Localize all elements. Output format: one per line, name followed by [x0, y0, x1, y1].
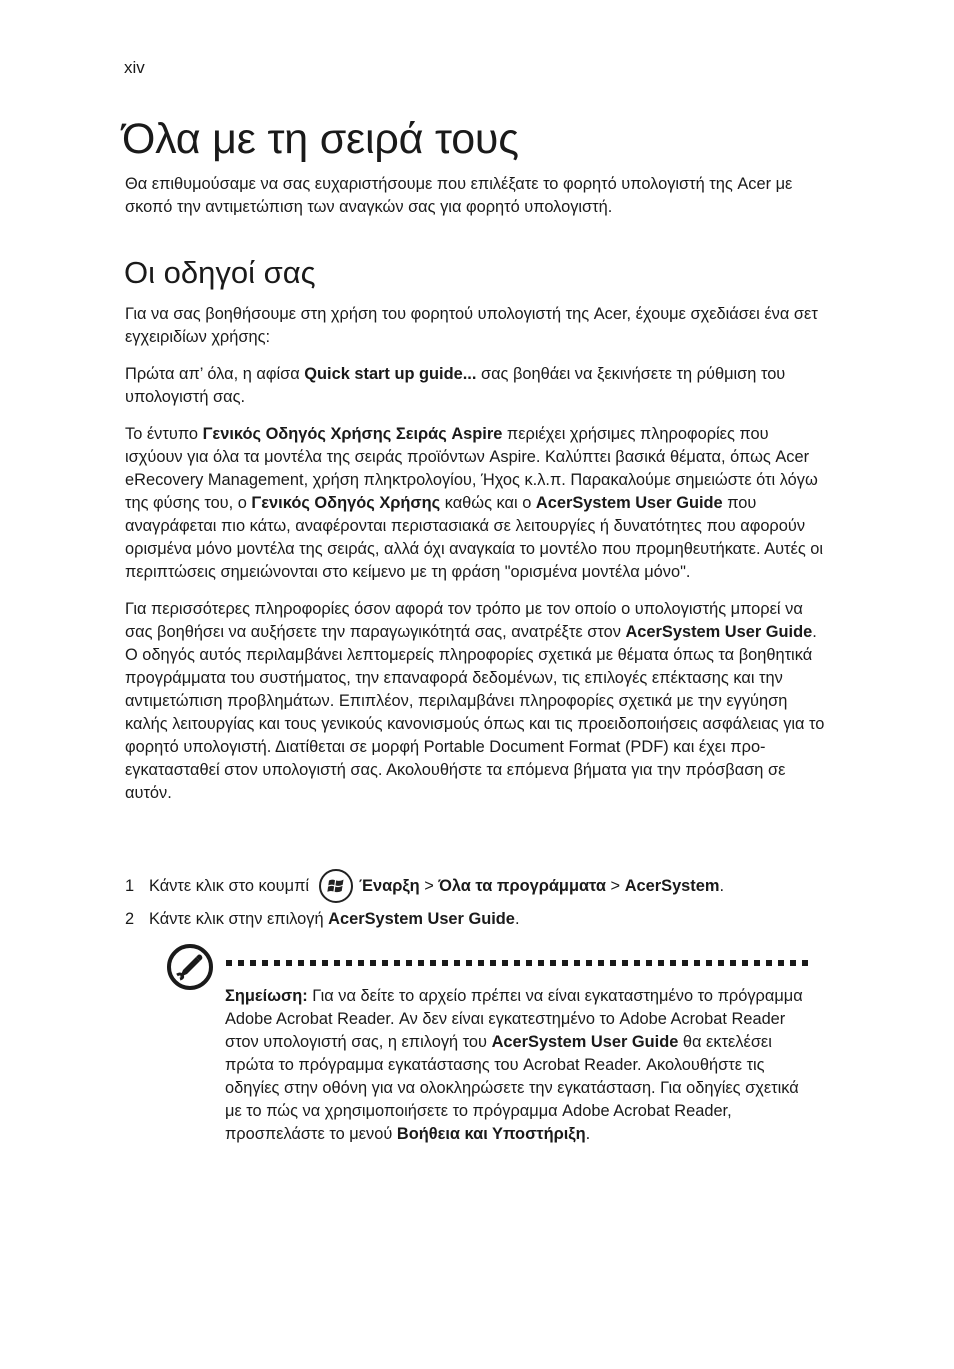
- note-divider: [226, 960, 810, 966]
- windows-start-icon: [319, 869, 353, 903]
- step-text: Κάντε κλικ στο κουμπί: [149, 876, 310, 895]
- intro-paragraph: Θα επιθυμούσαμε να σας ευχαριστήσουμε που επιλέξατε το φορητό υπολογιστή της Acer με σκοπό την αντιμετώπιση των αναγκών σας για φορητό υπολογιστή.: [125, 175, 793, 216]
- bold-quick-start-guide: Quick start up guide...: [304, 365, 477, 383]
- bold-acersystem-user-guide: AcerSystem User Guide: [535, 494, 723, 512]
- section-title: Οι οδηγοί σας: [124, 255, 316, 290]
- note-pen-icon: [166, 943, 214, 991]
- bold-acersystem: AcerSystem: [624, 876, 720, 895]
- separator: >: [419, 876, 439, 895]
- text-run: Πρώτα απ’ όλα, η αφίσα: [125, 365, 305, 383]
- bold-acersystem-user-guide: AcerSystem User Guide: [625, 623, 813, 641]
- paragraph-generic-guide: [125, 423, 825, 584]
- note-text: [225, 985, 805, 1146]
- steps-list: [125, 866, 825, 931]
- text-run: Το έντυπο: [125, 425, 203, 443]
- step-number: 2: [125, 910, 135, 928]
- paragraph-guides-intro: Για να σας βοηθήσουμε στη χρήση του φορητού υπολογιστή της Acer, έχουμε σχεδιάσει ένα σετ εγχειριδίων χρήσης:: [125, 305, 818, 346]
- paragraph-quick-start: [125, 363, 825, 409]
- text-run: περιέχει χρήσιμες πληροφορίες που ισχύουν για όλα τα μοντέλα της σειράς προϊόντων Aspire. Καλύπτει βασικά θέματα, όπως Acer eRecovery Management, χρήση πληκτρολογίου, Ήχος κ.λ.π. Παρακαλούμε σημειώστε ότι λόγω της φύσης του, ο: [125, 425, 818, 512]
- step-number: 1: [125, 876, 135, 895]
- text-run: θα εκτελέσει πρώτα το πρόγραμμα εγκατάστασης του Acrobat Reader. Ακολουθήστε τις οδηγίες στην οθόνη για να ολοκληρώσετε την εγκατάσταση. Για οδηγίες σχετικά με το πώς να χρησιμοποιήσετε το πρόγραμμα Adobe Acrobat Reader, προσπελάστε το μενού: [225, 1033, 799, 1143]
- bold-acersystem-user-guide: AcerSystem User Guide: [328, 910, 515, 928]
- paragraph-acersystem-guide: [125, 598, 825, 805]
- text-run: .: [585, 1125, 591, 1143]
- bold-help-support: Βοήθεια και Υποστήριξη: [396, 1125, 586, 1143]
- text-run: .: [514, 910, 520, 928]
- note-label: Σημείωση:: [225, 987, 308, 1005]
- text-run: Για να δείτε το αρχείο πρέπει να είναι εγκαταστημένο το πρόγραμμα Adobe Acrobat Reader. Αν δεν είναι εγκατεστημένο το Adobe Acrobat Reader στον υπολογιστή σας, η επιλογή του: [225, 987, 803, 1051]
- bold-start: Έναρξη: [359, 876, 420, 895]
- bold-all-programs: Όλα τα προγράμματα: [438, 876, 606, 895]
- bold-generic-guide-short: Γενικός Οδηγός Χρήσης: [251, 494, 441, 512]
- body-text: [125, 303, 825, 819]
- text-run: που αναγράφεται πιο κάτω, αναφέρονται περιστασιακά σε λειτουργίες ή δυνατότητες που αφορούν ορισμένα μόνο μοντέλα της σειράς, αλλά όχι αναγκαία το μοντέλο που προμηθευτήκατε. Αυτές οι περιπτώσεις σημειώνονται στο κείμενο με τη φράση "ορισμένα μοντέλα μόνο".: [125, 494, 824, 581]
- bold-acersystem-user-guide: AcerSystem User Guide: [491, 1033, 679, 1051]
- text-run: καθώς και ο: [440, 494, 536, 512]
- step-text: Κάντε κλικ στην επιλογή: [149, 910, 329, 928]
- bold-generic-guide: Γενικός Οδηγός Χρήσης Σειράς Aspire: [202, 425, 503, 443]
- text-run: . Ο οδηγός αυτός περιλαμβάνει λεπτομερείς πληροφορίες σχετικά με θέματα όπως τα βοηθητικά προγράμματα του συστήματος, την επαναφορά δεδομένων, τις επιλογές επέκτασης και την αντιμετώπιση προβλημάτων. Επιπλέον, περιλαμβάνει πληροφορίες σχετικά με την εγγύηση καλής λειτουργίας και τους γενικούς κανονισμούς όπως και τις προειδοποιήσεις ασφάλειας για το φορητό υπολογιστή. Διατίθεται σε μορφή Portable Document Format (PDF) και έχει προ-εγκατασταθεί στον υπολογιστή σας. Ακολουθήστε τα επόμενα βήματα για την πρόσβαση σε αυτόν.: [125, 623, 825, 802]
- page-title: Όλα με τη σειρά τους: [122, 115, 519, 163]
- text-run: σας βοηθάει να ξεκινήσετε τη ρύθμιση του υπολογιστή σας.: [125, 365, 786, 406]
- text-run: Για περισσότερες πληροφορίες όσον αφορά τον τρόπο με τον οποίο ο υπολογιστής μπορεί να σας βοηθήσει να αυξήσετε την παραγωγικότητά σας, ανατρέξτε στον: [125, 600, 803, 641]
- step-item: [125, 866, 825, 906]
- separator: >: [606, 876, 625, 895]
- step-item: [125, 908, 825, 931]
- page-number: xiv: [124, 58, 145, 77]
- text-run: .: [719, 876, 725, 895]
